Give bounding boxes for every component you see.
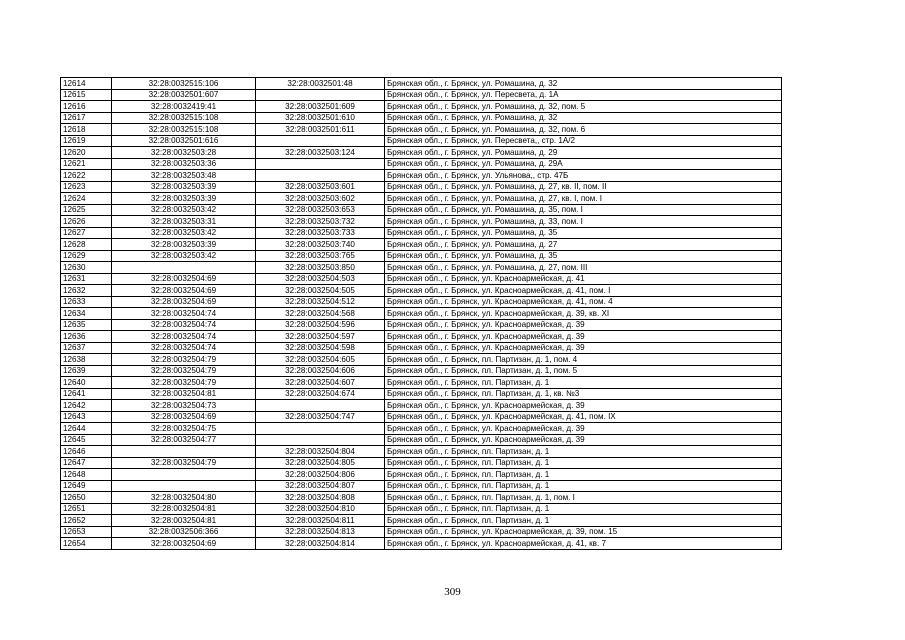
table-row: [61, 331, 782, 343]
land-cadastral-number-cell: 32:28:0032503:28: [112, 147, 256, 159]
table-row: [61, 250, 782, 262]
address-cell: Брянская обл., г. Брянск, пл. Партизан, д. 1, пом. I: [385, 492, 782, 504]
row-number-cell: 12618: [61, 124, 112, 136]
table-row: [61, 227, 782, 239]
address-cell: Брянская обл., г. Брянск, ул. Красноармейская, д. 41, кв. 7: [385, 538, 782, 550]
row-number-cell: 12646: [61, 446, 112, 458]
object-cadastral-number-cell: 32:28:0032501:611: [256, 124, 385, 136]
object-cadastral-number-cell: 32:28:0032504:810: [256, 503, 385, 515]
land-cadastral-number-cell: 32:28:0032506:366: [112, 526, 256, 538]
land-cadastral-number-cell: 32:28:0032504:74: [112, 342, 256, 354]
land-cadastral-number-cell: 32:28:0032503:31: [112, 216, 256, 228]
row-number-cell: 12621: [61, 158, 112, 170]
row-number-cell: 12640: [61, 377, 112, 389]
address-cell: Брянская обл., г. Брянск, пл. Партизан, д. 1: [385, 503, 782, 515]
land-cadastral-number-cell: 32:28:0032503:42: [112, 227, 256, 239]
table-row: [61, 239, 782, 251]
row-number-cell: 12645: [61, 434, 112, 446]
table-row: [61, 135, 782, 147]
table-row: [61, 262, 782, 274]
land-cadastral-number-cell: [112, 262, 256, 274]
object-cadastral-number-cell: [256, 170, 385, 182]
row-number-cell: 12647: [61, 457, 112, 469]
object-cadastral-number-cell: 32:28:0032504:512: [256, 296, 385, 308]
land-cadastral-number-cell: 32:28:0032503:36: [112, 158, 256, 170]
land-cadastral-number-cell: 32:28:0032504:79: [112, 377, 256, 389]
table-row: [61, 342, 782, 354]
object-cadastral-number-cell: 32:28:0032504:806: [256, 469, 385, 481]
land-cadastral-number-cell: 32:28:0032504:69: [112, 285, 256, 297]
land-cadastral-number-cell: 32:28:0032501:607: [112, 89, 256, 101]
object-cadastral-number-cell: 32:28:0032504:505: [256, 285, 385, 297]
row-number-cell: 12615: [61, 89, 112, 101]
object-cadastral-number-cell: [256, 400, 385, 412]
land-cadastral-number-cell: 32:28:0032504:73: [112, 400, 256, 412]
table-row: [61, 285, 782, 297]
row-number-cell: 12620: [61, 147, 112, 159]
address-cell: Брянская обл., г. Брянск, ул. Ромашина, д. 27, кв. I, пом. I: [385, 193, 782, 205]
object-cadastral-number-cell: 32:28:0032504:805: [256, 457, 385, 469]
page-number: 309: [444, 586, 461, 598]
object-cadastral-number-cell: 32:28:0032504:808: [256, 492, 385, 504]
land-cadastral-number-cell: [112, 469, 256, 481]
row-number-cell: 12635: [61, 319, 112, 331]
row-number-cell: 12641: [61, 388, 112, 400]
address-cell: Брянская обл., г. Брянск, ул. Ромашина, д. 29: [385, 147, 782, 159]
address-cell: Брянская обл., г. Брянск, ул. Красноармейская, д. 39, кв. XI: [385, 308, 782, 320]
address-cell: Брянская обл., г. Брянск, ул. Ульянова,, стр. 47Б: [385, 170, 782, 182]
land-cadastral-number-cell: 32:28:0032503:48: [112, 170, 256, 182]
table-row: [61, 296, 782, 308]
table-row: [61, 78, 782, 90]
object-cadastral-number-cell: 32:28:0032501:48: [256, 78, 385, 90]
table-row: [61, 181, 782, 193]
row-number-cell: 12652: [61, 515, 112, 527]
row-number-cell: 12622: [61, 170, 112, 182]
row-number-cell: 12639: [61, 365, 112, 377]
row-number-cell: 12614: [61, 78, 112, 90]
row-number-cell: 12638: [61, 354, 112, 366]
object-cadastral-number-cell: 32:28:0032504:598: [256, 342, 385, 354]
object-cadastral-number-cell: 32:28:0032503:601: [256, 181, 385, 193]
address-cell: Брянская обл., г. Брянск, пл. Партизан, д. 1: [385, 515, 782, 527]
object-cadastral-number-cell: 32:28:0032504:607: [256, 377, 385, 389]
row-number-cell: 12653: [61, 526, 112, 538]
address-cell: Брянская обл., г. Брянск, ул. Ромашина, д. 33, пом. I: [385, 216, 782, 228]
object-cadastral-number-cell: 32:28:0032503:733: [256, 227, 385, 239]
row-number-cell: 12626: [61, 216, 112, 228]
row-number-cell: 12628: [61, 239, 112, 251]
table-row: [61, 423, 782, 435]
table-row: [61, 124, 782, 136]
address-cell: Брянская обл., г. Брянск, ул. Пересвета,, стр. 1А/2: [385, 135, 782, 147]
row-number-cell: 12654: [61, 538, 112, 550]
object-cadastral-number-cell: 32:28:0032503:124: [256, 147, 385, 159]
table-row: [61, 377, 782, 389]
address-cell: Брянская обл., г. Брянск, ул. Ромашина, д. 29А: [385, 158, 782, 170]
row-number-cell: 12616: [61, 101, 112, 113]
object-cadastral-number-cell: 32:28:0032504:811: [256, 515, 385, 527]
land-cadastral-number-cell: 32:28:0032515:108: [112, 112, 256, 124]
object-cadastral-number-cell: 32:28:0032504:813: [256, 526, 385, 538]
row-number-cell: 12629: [61, 250, 112, 262]
address-cell: Брянская обл., г. Брянск, пл. Партизан, д. 1: [385, 469, 782, 481]
table-row: [61, 147, 782, 159]
land-cadastral-number-cell: 32:28:0032504:81: [112, 503, 256, 515]
table-row: [61, 411, 782, 423]
land-cadastral-number-cell: 32:28:0032504:79: [112, 354, 256, 366]
object-cadastral-number-cell: 32:28:0032504:747: [256, 411, 385, 423]
table-row: [61, 400, 782, 412]
address-cell: Брянская обл., г. Брянск, пл. Партизан, д. 1, кв. №3: [385, 388, 782, 400]
land-cadastral-number-cell: 32:28:0032504:77: [112, 434, 256, 446]
address-cell: Брянская обл., г. Брянск, ул. Ромашина, д. 32, пом. 5: [385, 101, 782, 113]
row-number-cell: 12650: [61, 492, 112, 504]
address-cell: Брянская обл., г. Брянск, ул. Красноармейская, д. 39: [385, 434, 782, 446]
address-cell: Брянская обл., г. Брянск, ул. Красноармейская, д. 41, пом. I: [385, 285, 782, 297]
row-number-cell: 12624: [61, 193, 112, 205]
land-cadastral-number-cell: [112, 446, 256, 458]
land-cadastral-number-cell: 32:28:0032504:69: [112, 411, 256, 423]
address-cell: Брянская обл., г. Брянск, ул. Красноармейская, д. 39: [385, 423, 782, 435]
address-cell: Брянская обл., г. Брянск, ул. Ромашина, д. 27, пом. III: [385, 262, 782, 274]
table-row: [61, 388, 782, 400]
row-number-cell: 12649: [61, 480, 112, 492]
object-cadastral-number-cell: [256, 423, 385, 435]
row-number-cell: 12642: [61, 400, 112, 412]
table-row: [61, 354, 782, 366]
address-cell: Брянская обл., г. Брянск, ул. Ромашина, д. 27: [385, 239, 782, 251]
address-cell: Брянская обл., г. Брянск, ул. Красноармейская, д. 41, пом. IX: [385, 411, 782, 423]
land-cadastral-number-cell: 32:28:0032503:42: [112, 250, 256, 262]
object-cadastral-number-cell: 32:28:0032503:602: [256, 193, 385, 205]
row-number-cell: 12636: [61, 331, 112, 343]
address-cell: Брянская обл., г. Брянск, ул. Ромашина, д. 32: [385, 112, 782, 124]
address-cell: Брянская обл., г. Брянск, ул. Красноармейская, д. 39, пом. 15: [385, 526, 782, 538]
object-cadastral-number-cell: 32:28:0032504:674: [256, 388, 385, 400]
object-cadastral-number-cell: 32:28:0032501:610: [256, 112, 385, 124]
object-cadastral-number-cell: 32:28:0032503:765: [256, 250, 385, 262]
address-cell: Брянская обл., г. Брянск, ул. Красноармейская, д. 39: [385, 331, 782, 343]
object-cadastral-number-cell: 32:28:0032503:732: [256, 216, 385, 228]
land-cadastral-number-cell: 32:28:0032501:616: [112, 135, 256, 147]
land-cadastral-number-cell: 32:28:0032503:42: [112, 204, 256, 216]
table-body: [61, 78, 782, 550]
land-cadastral-number-cell: 32:28:0032515:106: [112, 78, 256, 90]
address-cell: Брянская обл., г. Брянск, ул. Ромашина, д. 32: [385, 78, 782, 90]
table-row: [61, 492, 782, 504]
table-row: [61, 204, 782, 216]
land-cadastral-number-cell: 32:28:0032504:69: [112, 273, 256, 285]
object-cadastral-number-cell: [256, 434, 385, 446]
object-cadastral-number-cell: 32:28:0032504:807: [256, 480, 385, 492]
row-number-cell: 12627: [61, 227, 112, 239]
land-cadastral-number-cell: 32:28:0032504:81: [112, 388, 256, 400]
object-cadastral-number-cell: 32:28:0032503:740: [256, 239, 385, 251]
land-cadastral-number-cell: [112, 480, 256, 492]
land-cadastral-number-cell: 32:28:0032504:81: [112, 515, 256, 527]
table-row: [61, 365, 782, 377]
land-cadastral-number-cell: 32:28:0032419:41: [112, 101, 256, 113]
land-cadastral-number-cell: 32:28:0032503:39: [112, 239, 256, 251]
address-cell: Брянская обл., г. Брянск, ул. Красноармейская, д. 39: [385, 400, 782, 412]
table-row: [61, 319, 782, 331]
address-cell: Брянская обл., г. Брянск, пл. Партизан, д. 1, пом. 4: [385, 354, 782, 366]
row-number-cell: 12643: [61, 411, 112, 423]
object-cadastral-number-cell: 32:28:0032504:596: [256, 319, 385, 331]
land-cadastral-number-cell: 32:28:0032503:39: [112, 181, 256, 193]
table-row: [61, 446, 782, 458]
table-row: [61, 457, 782, 469]
row-number-cell: 12633: [61, 296, 112, 308]
row-number-cell: 12651: [61, 503, 112, 515]
object-cadastral-number-cell: 32:28:0032503:653: [256, 204, 385, 216]
land-cadastral-number-cell: 32:28:0032504:74: [112, 331, 256, 343]
table-row: [61, 101, 782, 113]
land-cadastral-number-cell: 32:28:0032515:108: [112, 124, 256, 136]
table-row: [61, 273, 782, 285]
land-cadastral-number-cell: 32:28:0032504:75: [112, 423, 256, 435]
table-row: [61, 170, 782, 182]
row-number-cell: 12632: [61, 285, 112, 297]
address-cell: Брянская обл., г. Брянск, ул. Ромашина, д. 35: [385, 250, 782, 262]
land-cadastral-number-cell: 32:28:0032504:74: [112, 319, 256, 331]
address-cell: Брянская обл., г. Брянск, пл. Партизан, д. 1: [385, 377, 782, 389]
object-cadastral-number-cell: [256, 158, 385, 170]
table-row: [61, 112, 782, 124]
row-number-cell: 12637: [61, 342, 112, 354]
object-cadastral-number-cell: 32:28:0032504:606: [256, 365, 385, 377]
row-number-cell: 12625: [61, 204, 112, 216]
object-cadastral-number-cell: 32:28:0032504:814: [256, 538, 385, 550]
row-number-cell: 12644: [61, 423, 112, 435]
cadastral-table: [60, 77, 782, 550]
row-number-cell: 12631: [61, 273, 112, 285]
address-cell: Брянская обл., г. Брянск, ул. Ромашина, д. 35: [385, 227, 782, 239]
object-cadastral-number-cell: 32:28:0032504:804: [256, 446, 385, 458]
object-cadastral-number-cell: 32:28:0032504:605: [256, 354, 385, 366]
address-cell: Брянская обл., г. Брянск, пл. Партизан, д. 1, пом. 5: [385, 365, 782, 377]
land-cadastral-number-cell: 32:28:0032504:69: [112, 538, 256, 550]
object-cadastral-number-cell: 32:28:0032504:568: [256, 308, 385, 320]
table-row: [61, 480, 782, 492]
row-number-cell: 12619: [61, 135, 112, 147]
land-cadastral-number-cell: 32:28:0032504:79: [112, 365, 256, 377]
address-cell: Брянская обл., г. Брянск, ул. Ромашина, д. 27, кв. II, пом. II: [385, 181, 782, 193]
address-cell: Брянская обл., г. Брянск, пл. Партизан, д. 1: [385, 457, 782, 469]
table-row: [61, 538, 782, 550]
table-row: [61, 503, 782, 515]
object-cadastral-number-cell: [256, 135, 385, 147]
table-row: [61, 216, 782, 228]
table-row: [61, 434, 782, 446]
row-number-cell: 12630: [61, 262, 112, 274]
address-cell: Брянская обл., г. Брянск, ул. Красноармейская, д. 41, пом. 4: [385, 296, 782, 308]
row-number-cell: 12623: [61, 181, 112, 193]
object-cadastral-number-cell: 32:28:0032501:609: [256, 101, 385, 113]
land-cadastral-number-cell: 32:28:0032504:69: [112, 296, 256, 308]
row-number-cell: 12648: [61, 469, 112, 481]
table-row: [61, 89, 782, 101]
object-cadastral-number-cell: [256, 89, 385, 101]
table-row: [61, 526, 782, 538]
table-row: [61, 515, 782, 527]
land-cadastral-number-cell: 32:28:0032503:39: [112, 193, 256, 205]
address-cell: Брянская обл., г. Брянск, ул. Красноармейская, д. 39: [385, 319, 782, 331]
land-cadastral-number-cell: 32:28:0032504:80: [112, 492, 256, 504]
address-cell: Брянская обл., г. Брянск, пл. Партизан, д. 1: [385, 446, 782, 458]
object-cadastral-number-cell: 32:28:0032504:503: [256, 273, 385, 285]
address-cell: Брянская обл., г. Брянск, ул. Красноармейская, д. 41: [385, 273, 782, 285]
address-cell: Брянская обл., г. Брянск, ул. Пересвета, д. 1А: [385, 89, 782, 101]
land-cadastral-number-cell: 32:28:0032504:74: [112, 308, 256, 320]
row-number-cell: 12617: [61, 112, 112, 124]
table-row: [61, 469, 782, 481]
address-cell: Брянская обл., г. Брянск, ул. Ромашина, д. 35, пом. I: [385, 204, 782, 216]
row-number-cell: 12634: [61, 308, 112, 320]
table-row: [61, 308, 782, 320]
table-row: [61, 158, 782, 170]
table-row: [61, 193, 782, 205]
address-cell: Брянская обл., г. Брянск, пл. Партизан, д. 1: [385, 480, 782, 492]
object-cadastral-number-cell: 32:28:0032503:850: [256, 262, 385, 274]
object-cadastral-number-cell: 32:28:0032504:597: [256, 331, 385, 343]
land-cadastral-number-cell: 32:28:0032504:79: [112, 457, 256, 469]
address-cell: Брянская обл., г. Брянск, ул. Красноармейская, д. 39: [385, 342, 782, 354]
address-cell: Брянская обл., г. Брянск, ул. Ромашина, д. 32, пом. 6: [385, 124, 782, 136]
